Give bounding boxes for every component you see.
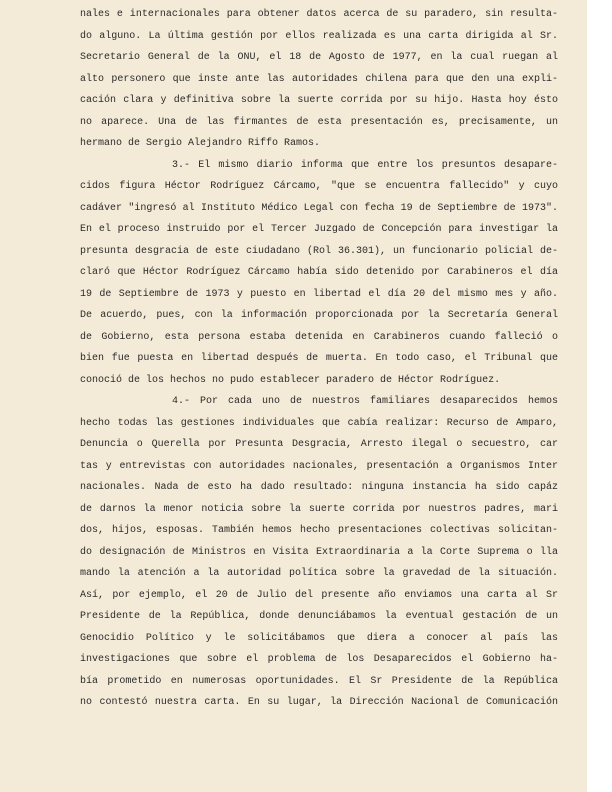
- text-line: no contestó nuestra carta. En su lugar, la Dirección Nacional de Comunicación: [80, 697, 558, 708]
- paragraph-3-start: 3.- El mismo diario informa que entre los presuntos desapare-: [172, 159, 558, 171]
- text-line: tas y entrevistas con autoridades nacionales, presentación a Organismos Inter: [80, 460, 558, 472]
- text-line: alto personero que inste ante las autoridades chilena para que den una expli-: [80, 73, 558, 85]
- text-line: mando la atención a la autoridad política sobre la gravedad de la situación.: [80, 568, 558, 579]
- text-line: nacionales. Nada de esto ha dado resultado: ninguna instancia ha sido capáz: [80, 482, 558, 493]
- text-line: 19 de Septiembre de 1973 y puesto en libertad el día 20 del mismo mes y año.: [80, 288, 558, 300]
- text-line: do designación de Ministros en Visita Extraordinaria a la Corte Suprema o lla: [80, 546, 558, 558]
- text-line: Presidente de la República, donde denunciábamos la eventual gestación de un: [80, 611, 558, 622]
- text-line: presunta desgracia de este ciudadano (Rol 36.301), un funcionario policial de-: [80, 245, 558, 257]
- text-line: nales e internacionales para obtener datos acerca de su paradero, sin resulta-: [80, 9, 558, 20]
- text-line: Secretario General de la ONU, el 18 de Agosto de 1977, en la cual ruegan al: [80, 52, 558, 63]
- text-line: hecho todas las gestiones individuales que cabía realizar: Recurso de Amparo,: [80, 417, 558, 429]
- text-line: De acuerdo, pues, con la información proporcionada por la Secretaría General: [80, 310, 558, 321]
- text-line: de Gobierno, esta persona estaba detenida en Carabineros cuando falleció o: [80, 331, 558, 343]
- text-line: cadáver "ingresó al Instituto Médico Legal con fecha 19 de Septiembre de 1973".: [80, 202, 558, 214]
- text-line: investigaciones que sobre el problema de los Desaparecidos el Gobierno ha-: [80, 654, 558, 665]
- text-line: Así, por ejemplo, el 20 de Julio del presente año enviamos una carta al Sr: [80, 589, 558, 601]
- text-line: Denuncia o Querella por Presunta Desgracia, Arresto ilegal o secuestro, car: [80, 439, 558, 450]
- document-body: [80, 4, 558, 714]
- text-line: conoció de los hechos no pudo establecer paradero de Héctor Rodríguez.: [80, 374, 501, 386]
- text-line: de darnos la menor noticia sobre la suerte corrida por nuestros padres, mari: [80, 503, 558, 515]
- text-line: claró que Héctor Rodríguez Cárcamo había sido detenido por Carabineros el día: [80, 267, 558, 278]
- text-line: En el proceso instruido por el Tercer Juzgado de Concepción para investigar la: [80, 224, 558, 235]
- text-line: do alguno. La última gestión por ellos realizada es una carta dirigida al Sr.: [80, 30, 558, 42]
- text-line: Genocidio Político y le solicitábamos que diera a conocer al país las: [80, 632, 558, 644]
- page-margin: [587, 0, 612, 792]
- text-line: cación clara y definitiva sobre la suerte corrida por su hijo. Hasta hoy ésto: [80, 95, 558, 106]
- text-line: cidos figura Héctor Rodríguez Cárcamo, "que se encuentra fallecido" y cuyo: [80, 181, 558, 192]
- paragraph-4-start: 4.- Por cada uno de nuestros familiares desaparecidos hemos: [172, 396, 558, 407]
- text-line: no aparece. Una de las firmantes de esta presentación es, precisamente, un: [80, 116, 558, 128]
- text-line: bía prometido en numerosas oportunidades. El Sr Presidente de la República: [80, 675, 558, 687]
- text-line: dos, hijos, esposas. También hemos hecho presentaciones colectivas solicitan-: [80, 525, 558, 536]
- text-line: bien fue puesta en libertad después de muerta. En todo caso, el Tribunal que: [80, 353, 558, 364]
- text-line: hermano de Sergio Alejandro Riffo Ramos.: [80, 138, 321, 149]
